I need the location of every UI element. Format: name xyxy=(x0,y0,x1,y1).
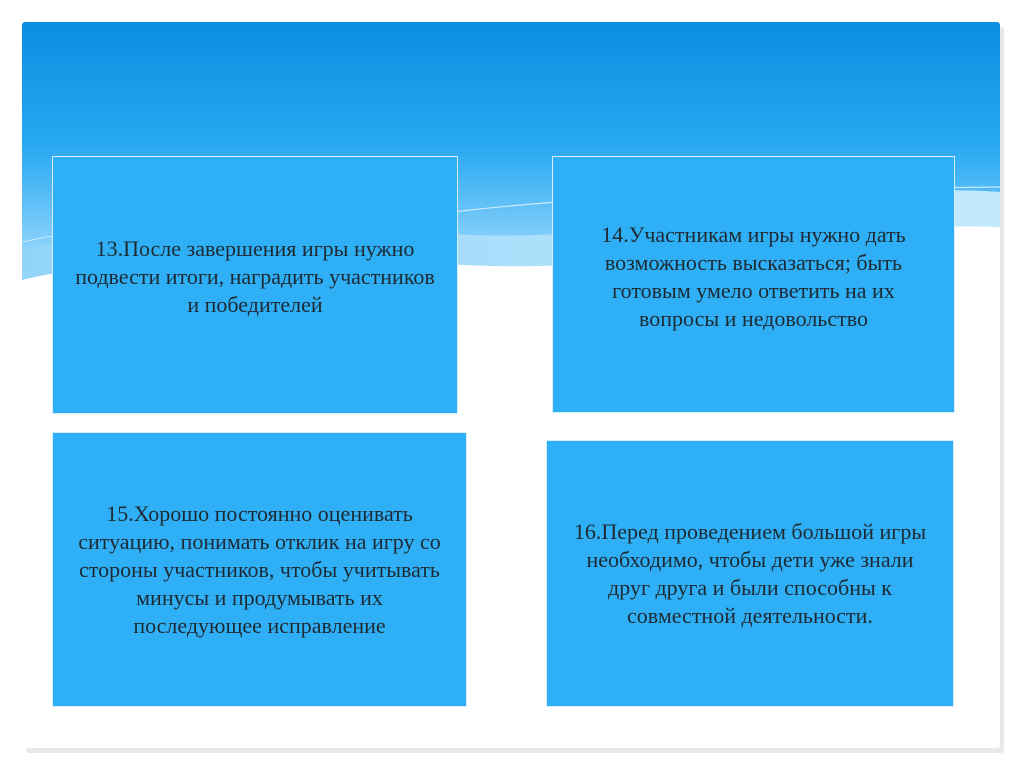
card-14 xyxy=(552,156,955,413)
card-13-text: 13.После завершения игры нужно подвести итоги, наградить участников и победителей xyxy=(75,236,435,317)
card-15-text: 15.Хорошо постоянно оценивать ситуацию, понимать отклик на игру со стороны участников, чтобы учитывать минусы и продумывать их последующее исправление xyxy=(78,500,441,638)
card-16 xyxy=(546,440,954,707)
card-15 xyxy=(52,432,467,707)
card-14-text: 14.Участникам игры нужно дать возможность высказаться; быть готовым умело ответить на их вопросы и недовольство xyxy=(601,221,906,331)
card-16-text: 16.Перед проведением большой игры необходимо, чтобы дети уже знали друг друга и были способны к совместной деятельности. xyxy=(573,518,927,628)
card-13 xyxy=(52,156,458,414)
